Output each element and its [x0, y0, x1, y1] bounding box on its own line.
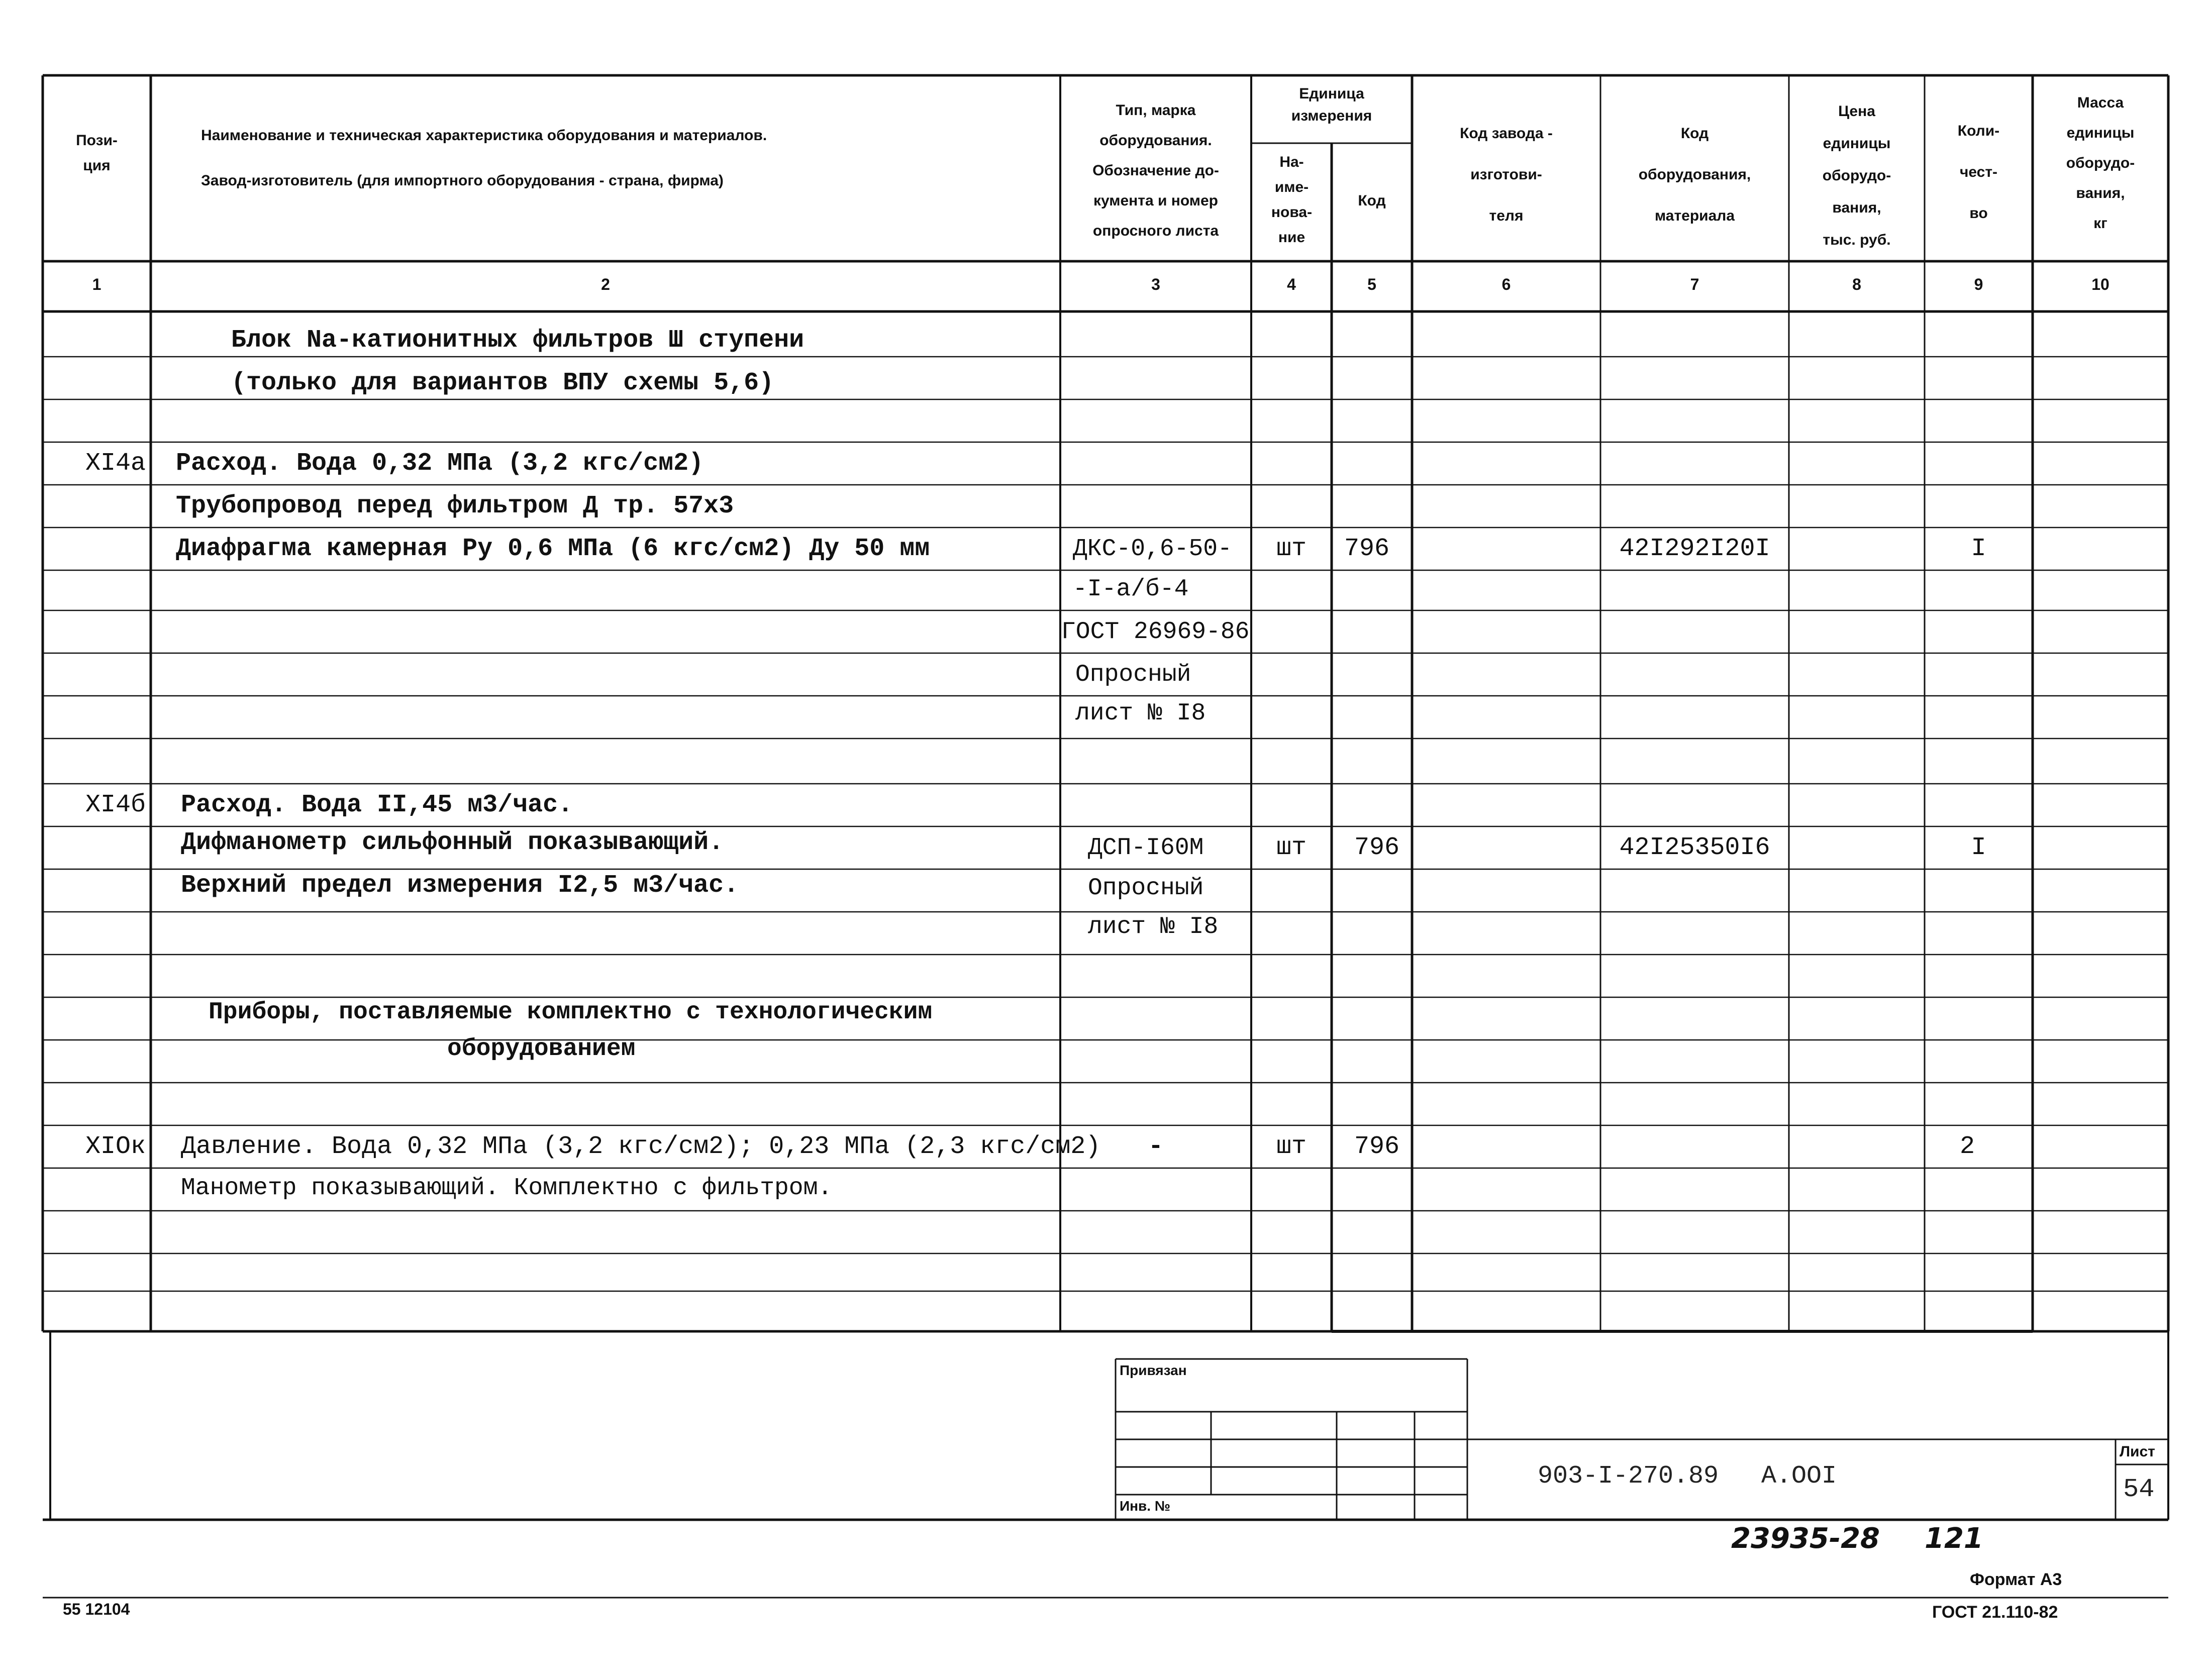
- header-col9: [1927, 111, 2030, 234]
- header-col3-line3: Обозначение до-: [1092, 162, 1219, 179]
- header-col4: [1253, 150, 1331, 250]
- colnum-8: 8: [1852, 275, 1861, 293]
- colnum-4: 4: [1287, 275, 1296, 293]
- stamp-privyazan: Привязан: [1120, 1362, 1187, 1378]
- row-xi4b-line3: Верхний предел измерения I2,5 м3/час.: [181, 871, 739, 900]
- row-xi4b-line1: Расход. Вода II,45 м3/час.: [181, 791, 573, 819]
- document-suffix: А.ООI: [1761, 1462, 1837, 1491]
- row-xi4a-type-line1: ДКС-0,6-50-: [1073, 536, 1232, 563]
- format-label: Формат А3: [1970, 1570, 2062, 1589]
- header-col8-line2: единицы: [1823, 135, 1891, 152]
- row-xi4a-type-line2: -I-а/б-4: [1073, 576, 1189, 603]
- position-xi4a: XI4а: [85, 449, 146, 478]
- row-xi4a-line1: Расход. Вода 0,32 МПа (3,2 кгс/см2): [176, 449, 704, 478]
- header-col4-line1: На-: [1279, 154, 1304, 170]
- header-col3-line4: кумента и номер: [1093, 192, 1219, 209]
- header-col7: [1603, 113, 1786, 237]
- colnum-6: 6: [1501, 275, 1511, 293]
- row-xi4a-equipment-code: 42I292I20I: [1619, 535, 1770, 563]
- colnum-10: 10: [2091, 275, 2109, 293]
- row-xi4a-type-line5: лист № I8: [1075, 700, 1206, 727]
- header-col2-line2: Завод-изготовитель (для импортного оборудования - страна, фирма): [201, 172, 724, 189]
- row-xi4a-unit: шт: [1276, 535, 1307, 563]
- header-col4-line2: име-: [1274, 179, 1309, 195]
- header-col3-line1: Тип, марка: [1116, 102, 1196, 119]
- header-col1-line1: Пози-: [76, 132, 118, 149]
- header-col8: [1791, 95, 1922, 256]
- header-col1-line2: ция: [83, 157, 111, 174]
- header-col3-line5: опросного листа: [1092, 223, 1219, 239]
- colnum-2: 2: [601, 275, 610, 293]
- header-col1: [45, 128, 148, 178]
- header-col2: [201, 123, 1055, 193]
- colnum-9: 9: [1974, 275, 1983, 293]
- header-unit-group: [1254, 83, 1410, 127]
- sheet-number: 54: [2123, 1475, 2155, 1504]
- row-xi0k-type: -: [1148, 1132, 1163, 1161]
- row-xi4b-type-line1: ДСП-I60М: [1088, 834, 1204, 862]
- header-col10-line4: вания,: [2076, 185, 2125, 201]
- sheet-label: Лист: [2120, 1443, 2155, 1460]
- row-xi4a-code: 796: [1344, 535, 1389, 563]
- row-xi0k-quantity: 2: [1959, 1132, 1975, 1161]
- header-col10-line5: кг: [2093, 215, 2107, 232]
- header-col7-line3: материала: [1654, 207, 1735, 224]
- row-xi4b-unit: шт: [1276, 833, 1307, 862]
- header-col6: [1415, 113, 1598, 237]
- header-col10-line1: Масса: [2077, 94, 2124, 111]
- section1-title-line2: (только для вариантов ВПУ схемы 5,6): [231, 369, 774, 397]
- header-col10-line3: оборудо-: [2066, 155, 2135, 171]
- handwritten-page: 121: [1925, 1522, 1983, 1555]
- header-col2-line1: Наименование и техническая характеристика оборудования и материалов.: [201, 127, 767, 144]
- header-col9-line2: чест-: [1959, 164, 1998, 180]
- colnum-3: 3: [1151, 275, 1160, 293]
- header-col6-line2: изготови-: [1470, 166, 1542, 183]
- header-col8-line4: вания,: [1832, 199, 1881, 216]
- row-xi4b-quantity: I: [1971, 833, 1986, 862]
- header-col10: [2035, 88, 2166, 239]
- header-col8-line5: тыс. руб.: [1823, 232, 1891, 248]
- row-xi4a-type-line3: ГОСТ 26969-86: [1061, 618, 1250, 646]
- header-col5: Код: [1358, 192, 1386, 209]
- handwritten-code: 23935-28: [1731, 1522, 1880, 1555]
- header-col4-line3: нова-: [1271, 204, 1313, 221]
- row-xi4b-equipment-code: 42I25350I6: [1619, 833, 1770, 862]
- header-col7-line1: Код: [1680, 125, 1709, 142]
- left-footer-code: 55 12104: [63, 1600, 130, 1618]
- row-xi0k-unit: шт: [1276, 1132, 1307, 1161]
- gost-label: ГОСТ 21.110-82: [1932, 1603, 2058, 1622]
- colnum-5: 5: [1367, 275, 1376, 293]
- stamp-inventory-number: Инв. №: [1120, 1498, 1171, 1514]
- header-col3: [1063, 95, 1249, 246]
- row-xi4b-type-line2: Опросный: [1088, 875, 1204, 902]
- row-xi0k-line2: Манометр показывающий. Комплектно с фильтром.: [181, 1175, 833, 1202]
- header-col9-line1: Коли-: [1957, 123, 2000, 139]
- row-xi4b-code: 796: [1354, 833, 1399, 862]
- row-xi4a-type-line4: Опросный: [1075, 661, 1191, 688]
- header-col10-line2: единицы: [2066, 125, 2135, 141]
- header-col3-line2: оборудования.: [1099, 132, 1212, 149]
- row-xi4a-line3: Диафрагма камерная Ру 0,6 МПа (6 кгс/см2) Ду 50 мм: [176, 535, 930, 563]
- position-xi4b: XI4б: [85, 791, 146, 819]
- header-col8-line3: оборудо-: [1822, 167, 1891, 184]
- header-col8-line1: Цена: [1838, 103, 1875, 120]
- position-xi0k: XIOк: [85, 1132, 146, 1161]
- row-xi4b-type-line3: лист № I8: [1088, 913, 1219, 940]
- header-col6-line3: теля: [1489, 207, 1524, 224]
- row-xi4b-line2: Дифманометр сильфонный показывающий.: [181, 828, 724, 857]
- row-xi0k-code: 796: [1354, 1132, 1399, 1161]
- colnum-7: 7: [1690, 275, 1699, 293]
- section2-title-line1: Приборы, поставляемые комплектно с технологическим: [209, 999, 933, 1026]
- row-xi4a-line2: Трубопровод перед фильтром Д тр. 57х3: [176, 492, 734, 520]
- header-col4-line4: ние: [1278, 229, 1305, 246]
- section2-title-line2: оборудованием: [447, 1035, 636, 1063]
- row-xi0k-line1: Давление. Вода 0,32 МПа (3,2 кгс/см2); 0,23 МПа (2,3 кгс/см2): [181, 1132, 1101, 1161]
- colnum-1: 1: [92, 275, 102, 293]
- header-unit-line1: Единица: [1299, 85, 1364, 102]
- header-col9-line3: во: [1969, 205, 1988, 222]
- section1-title-line1: Блок Na-катионитных фильтров Ш ступени: [231, 326, 805, 355]
- header-col7-line2: оборудования,: [1638, 166, 1751, 183]
- header-col6-line1: Код завода -: [1460, 125, 1553, 142]
- row-xi4a-quantity: I: [1971, 535, 1986, 563]
- document-number: 903-I-270.89: [1538, 1462, 1719, 1491]
- header-unit-line2: измерения: [1291, 108, 1372, 124]
